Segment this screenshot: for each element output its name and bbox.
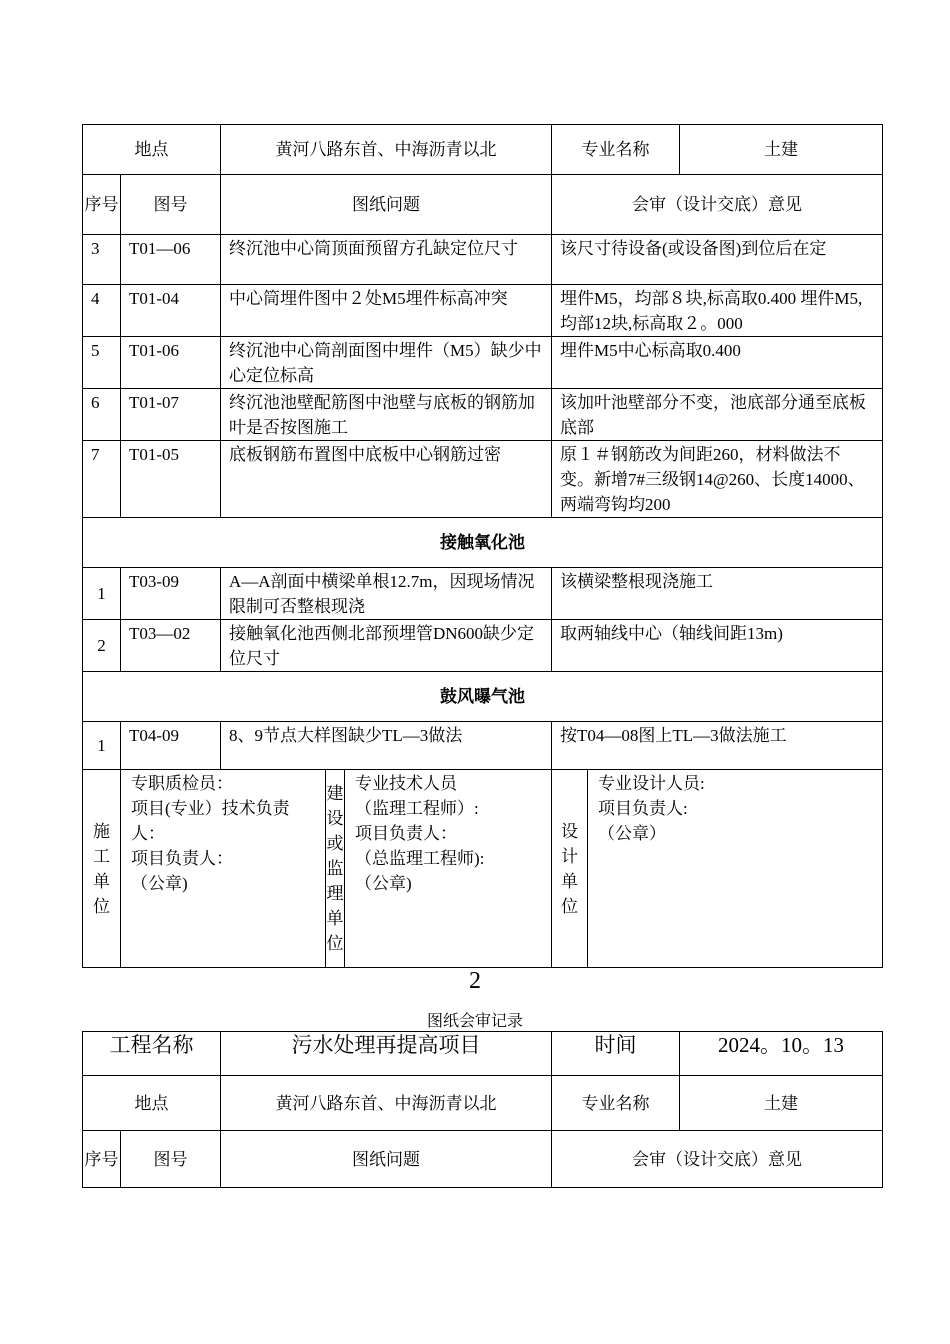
location-label: 地点 bbox=[83, 125, 221, 175]
row-issue: A—A剖面中横梁单根12.7m，因现场情况限制可否整根现浇 bbox=[221, 568, 552, 620]
table-row bbox=[83, 337, 883, 389]
row-opinion: 该横梁整根现浇施工 bbox=[552, 568, 883, 620]
design-signatures: 专业设计人员: 项目负责人: （公章） bbox=[588, 770, 883, 968]
issue-header: 图纸问题 bbox=[221, 175, 552, 235]
row-drawing: T01-07 bbox=[121, 389, 221, 441]
drawing-no-header: 图号 bbox=[121, 1131, 221, 1188]
row-seq: 1 bbox=[83, 568, 121, 620]
drawing-no-header: 图号 bbox=[121, 175, 221, 235]
row-opinion: 埋件M5，均部８块,标高取0.400 埋件M5,均部12块,标高取２。000 bbox=[552, 285, 883, 337]
specialty-value: 土建 bbox=[680, 125, 883, 175]
opinion-header: 会审（设计交底）意见 bbox=[552, 1131, 883, 1188]
issue-header: 图纸问题 bbox=[221, 1131, 552, 1188]
location-label: 地点 bbox=[83, 1076, 221, 1131]
supervision-unit-text: 建 设 或 监 理 单 位 bbox=[326, 784, 344, 953]
row-issue: 终沉池中心筒顶面预留方孔缺定位尺寸 bbox=[221, 235, 552, 285]
opinion-header: 会审（设计交底）意见 bbox=[552, 175, 883, 235]
section-contact-oxidation: 接触氧化池 bbox=[83, 518, 883, 568]
row-drawing: T03-09 bbox=[121, 568, 221, 620]
design-unit-text: 设 计 单 位 bbox=[561, 821, 578, 916]
table-row bbox=[83, 285, 883, 337]
row-seq: 2 bbox=[83, 620, 121, 672]
signature-row bbox=[83, 770, 883, 968]
supervision-signatures: 专业技术人员 （监理工程师）: 项目负责人： （总监理工程师): （公章) bbox=[345, 770, 552, 968]
row-drawing: T01-05 bbox=[121, 441, 221, 518]
row-opinion: 按T04—08图上TL—3做法施工 bbox=[552, 722, 883, 770]
record-title: 图纸会审记录 bbox=[426, 1013, 523, 1030]
project-name-value: 污水处理再提高项目 bbox=[221, 1032, 552, 1076]
row-seq: 5 bbox=[83, 337, 121, 389]
row-opinion: 埋件M5中心标高取0.400 bbox=[552, 337, 883, 389]
row-seq: 4 bbox=[83, 285, 121, 337]
row-issue: 底板钢筋布置图中底板中心钢筋过密 bbox=[221, 441, 552, 518]
project-name-label: 工程名称 bbox=[83, 1032, 221, 1076]
table-row bbox=[83, 441, 883, 518]
construction-unit-label bbox=[83, 770, 121, 968]
row-drawing: T01-06 bbox=[121, 337, 221, 389]
construction-signatures: 专职质检员： 项目(专业）技术负责人： 项目负责人： （公章) bbox=[121, 770, 326, 968]
row-issue: 终沉池池壁配筋图中池壁与底板的钢筋加叶是否按图施工 bbox=[221, 389, 552, 441]
table-row bbox=[83, 568, 883, 620]
specialty-value: 土建 bbox=[680, 1076, 883, 1131]
location-value: 黄河八路东首、中海沥青以北 bbox=[221, 125, 552, 175]
row-seq: 1 bbox=[83, 722, 121, 770]
review-table-page2 bbox=[82, 1031, 883, 1188]
seq-header: 序号 bbox=[83, 1131, 121, 1188]
design-unit-label bbox=[552, 770, 588, 968]
specialty-label: 专业名称 bbox=[552, 125, 680, 175]
row-seq: 6 bbox=[83, 389, 121, 441]
row-opinion: 原１＃钢筋改为间距260，材料做法不变。新增7#三级钢14@260、长度14000、两端弯钩均200 bbox=[552, 441, 883, 518]
section-blower-aeration: 鼓风曝气池 bbox=[83, 672, 883, 722]
seq-header: 序号 bbox=[83, 175, 121, 235]
table-row bbox=[83, 620, 883, 672]
time-value: 2024。10。13 bbox=[680, 1032, 883, 1076]
review-table-page1 bbox=[82, 124, 883, 968]
page-number: 2 bbox=[469, 968, 481, 994]
row-issue: 终沉池中心筒剖面图中埋件（M5）缺少中心定位标高 bbox=[221, 337, 552, 389]
row-drawing: T03—02 bbox=[121, 620, 221, 672]
table-row bbox=[83, 389, 883, 441]
row-seq: 7 bbox=[83, 441, 121, 518]
row-drawing: T01-04 bbox=[121, 285, 221, 337]
row-opinion: 取两轴线中心（轴线间距13m) bbox=[552, 620, 883, 672]
row-issue: 接触氧化池西侧北部预埋管DN600缺少定位尺寸 bbox=[221, 620, 552, 672]
row-drawing: T04-09 bbox=[121, 722, 221, 770]
supervision-unit-label bbox=[326, 770, 345, 968]
row-opinion: 该加叶池壁部分不变，池底部分通至底板底部 bbox=[552, 389, 883, 441]
row-opinion: 该尺寸待设备(或设备图)到位后在定 bbox=[552, 235, 883, 285]
row-drawing: T01—06 bbox=[121, 235, 221, 285]
construction-unit-text: 施 工 单 位 bbox=[93, 821, 110, 916]
table-row bbox=[83, 722, 883, 770]
row-seq: 3 bbox=[83, 235, 121, 285]
time-label: 时间 bbox=[552, 1032, 680, 1076]
table-row bbox=[83, 235, 883, 285]
location-value: 黄河八路东首、中海沥青以北 bbox=[221, 1076, 552, 1131]
specialty-label: 专业名称 bbox=[552, 1076, 680, 1131]
row-issue: 中心筒埋件图中２处M5埋件标高冲突 bbox=[221, 285, 552, 337]
row-issue: 8、9节点大样图缺少TL—3做法 bbox=[221, 722, 552, 770]
